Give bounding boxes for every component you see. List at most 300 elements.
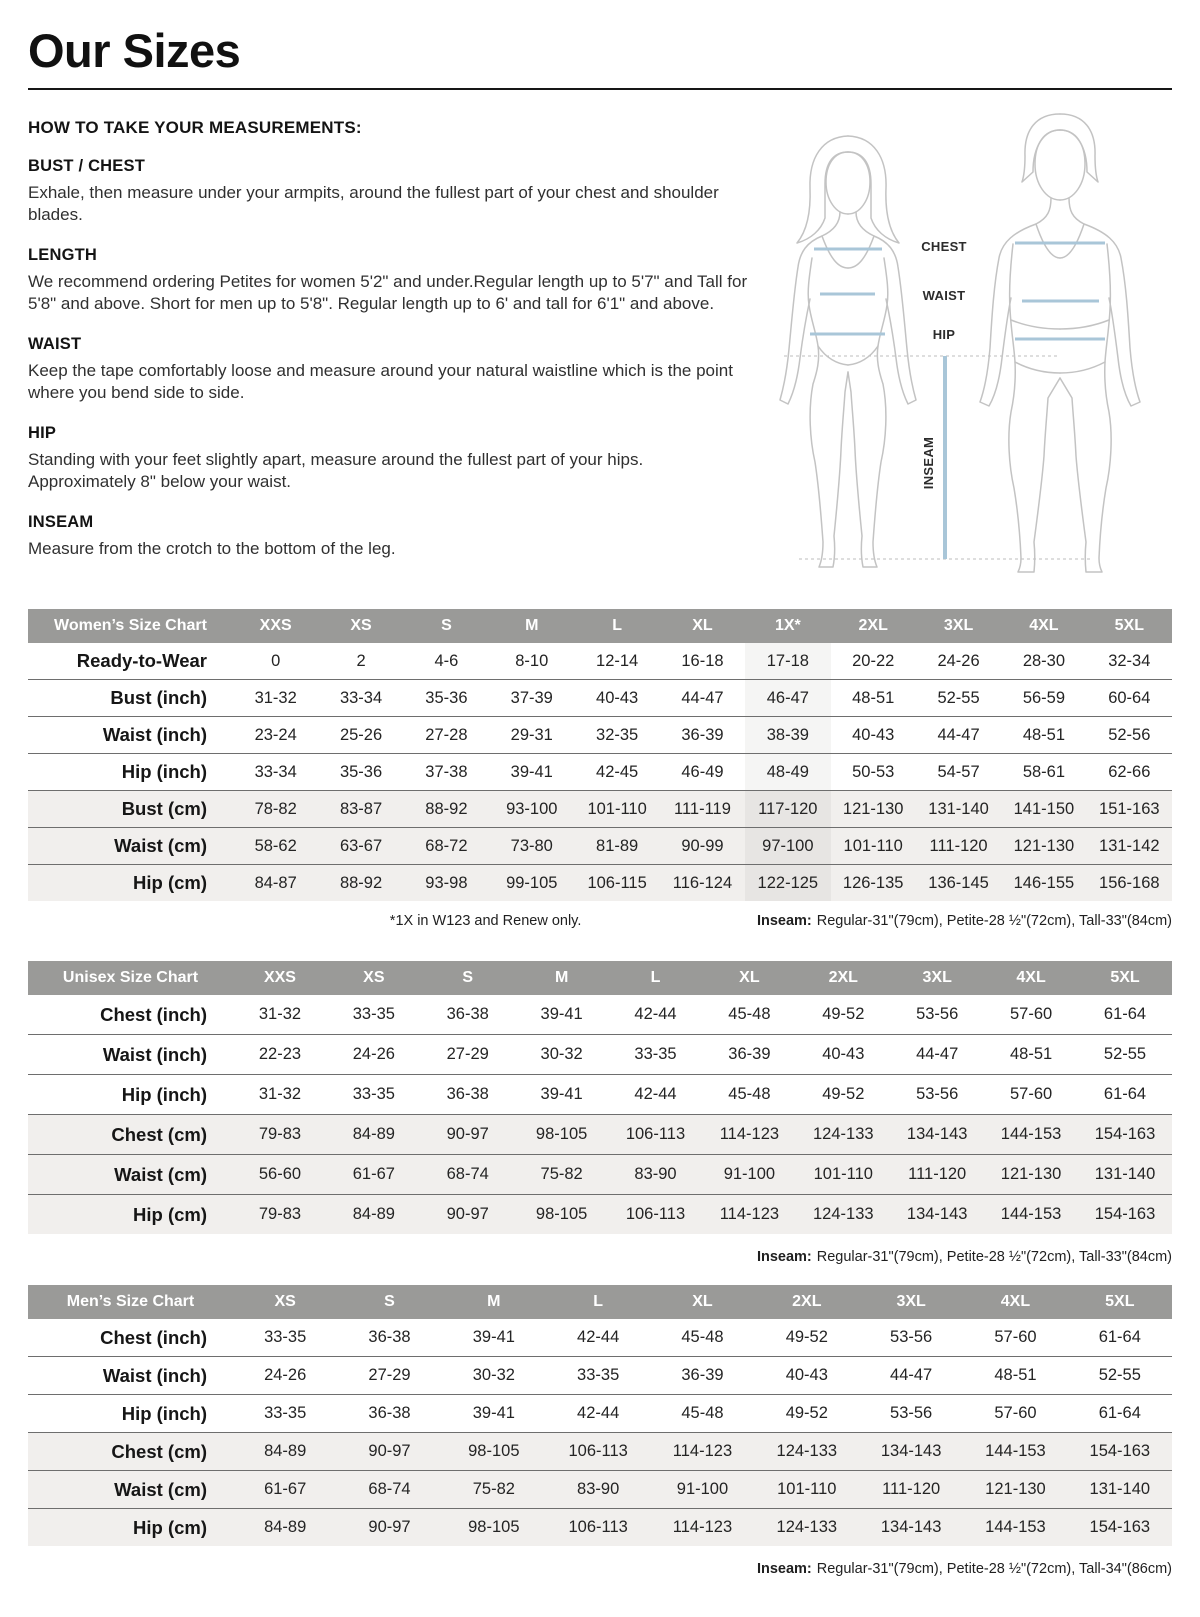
value-cell: 35-36 <box>425 688 468 707</box>
value-cell: 17-18 <box>745 643 830 680</box>
value-cell: 114-123 <box>672 1442 733 1461</box>
value-cell: 91-100 <box>723 1165 776 1184</box>
size-column-header: 4XL <box>984 961 1078 995</box>
value-cell: 42-44 <box>634 1085 677 1104</box>
row-label: Hip (inch) <box>121 761 207 783</box>
value-cell: 156-168 <box>1099 873 1160 892</box>
value-cell: 98-105 <box>468 1442 520 1461</box>
size-column-header: XL <box>650 1285 754 1319</box>
unisex-size-chart-section <box>28 961 1172 1265</box>
value-cell: 27-29 <box>368 1366 411 1385</box>
value-cell: 84-89 <box>352 1125 395 1144</box>
value-cell: 61-67 <box>352 1165 395 1184</box>
row-label: Ready-to-Wear <box>76 650 207 672</box>
value-cell: 134-143 <box>906 1205 968 1224</box>
value-cell: 90-97 <box>446 1205 489 1224</box>
value-cell: 49-52 <box>822 1005 865 1024</box>
value-cell: 114-123 <box>672 1518 733 1537</box>
value-cell: 83-87 <box>339 799 383 818</box>
value-cell: 124-133 <box>813 1205 874 1224</box>
size-column-header: XS <box>318 609 403 643</box>
size-column-header: 5XL <box>1068 1285 1172 1319</box>
value-cell: 79-83 <box>258 1125 302 1144</box>
value-cell: 75-82 <box>540 1165 583 1184</box>
value-cell: 106-115 <box>587 873 647 892</box>
value-cell: 88-92 <box>425 799 468 818</box>
value-cell: 31-32 <box>254 688 297 707</box>
row-label: Chest (cm) <box>111 1440 207 1462</box>
womens-size-chart-section <box>28 609 1172 935</box>
value-cell: 22-23 <box>258 1045 302 1064</box>
mens-size-chart-section <box>28 1285 1172 1577</box>
value-cell: 61-64 <box>1103 1085 1147 1104</box>
value-cell: 53-56 <box>916 1005 959 1024</box>
section-inseam <box>28 513 752 560</box>
page-title: Our Sizes <box>28 24 241 77</box>
size-column-header: 3XL <box>890 961 984 995</box>
value-cell: 23-24 <box>254 725 297 744</box>
section-body: Measure from the crotch to the bottom of the leg. <box>28 538 396 558</box>
section-title: BUST / CHEST <box>28 157 145 176</box>
value-cell: 53-56 <box>890 1404 933 1423</box>
row-label: Hip (inch) <box>121 1083 207 1105</box>
value-cell: 39-41 <box>540 1085 583 1104</box>
value-cell: 126-135 <box>842 873 904 892</box>
value-cell: 33-34 <box>339 688 383 707</box>
size-column-header: S <box>337 1285 441 1319</box>
row-label: Chest (cm) <box>111 1123 207 1145</box>
size-column-header: 5XL <box>1087 609 1172 643</box>
value-cell: 36-38 <box>446 1085 489 1104</box>
value-cell: 154-163 <box>1094 1205 1156 1224</box>
table-header-row <box>28 961 1172 995</box>
value-cell: 27-28 <box>425 725 468 744</box>
size-column-header: M <box>515 961 609 995</box>
value-cell: 44-47 <box>681 688 724 707</box>
size-column-header: XXS <box>233 609 318 643</box>
table-row <box>28 828 1172 865</box>
value-cell: 27-29 <box>446 1045 489 1064</box>
size-column-header: XS <box>327 961 421 995</box>
value-cell: 31-32 <box>258 1085 302 1104</box>
row-label: Waist (cm) <box>114 1478 207 1500</box>
womens-inseam-note <box>757 913 1172 929</box>
value-cell: 117-120 <box>745 791 830 828</box>
value-cell: 33-35 <box>264 1328 307 1347</box>
table-row <box>28 995 1172 1035</box>
value-cell: 49-52 <box>785 1328 828 1347</box>
value-cell: 33-35 <box>352 1005 395 1024</box>
value-cell: 68-74 <box>446 1165 489 1184</box>
howto-heading: HOW TO TAKE YOUR MEASUREMENTS: <box>28 118 362 138</box>
value-cell: 31-32 <box>258 1005 302 1024</box>
inseam-note-label: Inseam: <box>756 1249 812 1266</box>
value-cell: 50-53 <box>852 762 895 781</box>
value-cell: 57-60 <box>994 1404 1037 1423</box>
size-column-header: XL <box>702 961 796 995</box>
value-cell: 46-49 <box>681 762 724 781</box>
table-row <box>28 643 1172 680</box>
value-cell: 42-44 <box>634 1005 677 1024</box>
value-cell: 44-47 <box>937 725 980 744</box>
section-body: Exhale, then measure under your armpits, around the fullest part of your chest and shoulder blades. <box>28 183 719 225</box>
value-cell: 2 <box>356 651 366 670</box>
value-cell: 101-110 <box>777 1480 837 1499</box>
value-cell: 121-130 <box>1000 1165 1062 1184</box>
value-cell: 20-22 <box>852 651 895 670</box>
value-cell: 122-125 <box>745 865 830 902</box>
value-cell: 134-143 <box>880 1442 942 1461</box>
value-cell: 84-89 <box>264 1442 307 1461</box>
table-row <box>28 717 1172 754</box>
value-cell: 29-31 <box>510 725 553 744</box>
value-cell: 134-143 <box>906 1125 968 1144</box>
size-column-header: 4XL <box>963 1285 1067 1319</box>
table-row <box>28 1075 1172 1115</box>
value-cell: 68-72 <box>425 836 468 855</box>
value-cell: 32-34 <box>1108 651 1151 670</box>
mens-size-chart-table <box>28 1285 1172 1546</box>
size-column-header: 5XL <box>1078 961 1172 995</box>
value-cell: 58-62 <box>254 836 297 855</box>
value-cell: 54-57 <box>937 762 980 781</box>
value-cell: 35-36 <box>339 762 383 781</box>
value-cell: 99-105 <box>506 873 558 892</box>
size-column-header: 1X* <box>745 609 830 643</box>
section-body: We recommend ordering Petites for women 5'2" and under.Regular length up to 5'7" and Tall for 5'8" and above. Short for men up to 5'8". Regular length up to 6' and tall for 6'1" and above. <box>28 271 748 314</box>
value-cell: 48-51 <box>994 1366 1037 1385</box>
inseam-note-text: Regular-31"(79cm), Petite-28 ½"(72cm), Tall-33"(84cm) <box>816 1249 1172 1266</box>
measurement-instructions <box>28 116 752 560</box>
table-header-row <box>28 1285 1172 1319</box>
table-row <box>28 1319 1172 1357</box>
inseam-note-text: Regular-31"(79cm), Petite-28 ½"(72cm), Tall-33"(84cm) <box>816 913 1172 930</box>
body-figures-illustration <box>752 106 1172 584</box>
value-cell: 90-97 <box>446 1125 489 1144</box>
table-header-row <box>28 609 1172 643</box>
section-title: INSEAM <box>28 512 94 531</box>
value-cell: 39-41 <box>540 1005 583 1024</box>
size-column-header: M <box>442 1285 546 1319</box>
section-hip <box>28 424 752 494</box>
value-cell: 98-105 <box>535 1125 588 1144</box>
inseam-note-label: Inseam: <box>756 1561 812 1578</box>
value-cell: 106-113 <box>568 1518 628 1537</box>
value-cell: 61-64 <box>1098 1328 1141 1347</box>
size-column-header: 2XL <box>796 961 890 995</box>
size-column-header: L <box>609 961 703 995</box>
value-cell: 49-52 <box>822 1085 865 1104</box>
value-cell: 40-43 <box>785 1366 828 1385</box>
value-cell: 61-64 <box>1103 1005 1147 1024</box>
value-cell: 111-120 <box>882 1480 941 1499</box>
title-divider <box>28 88 1172 90</box>
value-cell: 81-89 <box>596 836 639 855</box>
size-column-header: 4XL <box>1001 609 1086 643</box>
row-label: Waist (cm) <box>114 835 207 857</box>
value-cell: 45-48 <box>728 1005 771 1024</box>
size-column-header: 2XL <box>831 609 916 643</box>
value-cell: 24-26 <box>352 1045 395 1064</box>
value-cell: 131-140 <box>928 799 989 818</box>
inseam-note-text: Regular-31"(79cm), Petite-28 ½"(72cm), Tall-34"(86cm) <box>816 1561 1172 1578</box>
value-cell: 46-47 <box>745 680 830 717</box>
value-cell: 136-145 <box>928 873 989 892</box>
value-cell: 91-100 <box>676 1480 729 1499</box>
value-cell: 146-155 <box>1013 873 1075 892</box>
value-cell: 24-26 <box>937 651 980 670</box>
value-cell: 38-39 <box>745 717 830 754</box>
value-cell: 73-80 <box>510 836 553 855</box>
value-cell: 39-41 <box>510 762 553 781</box>
value-cell: 144-153 <box>1000 1205 1062 1224</box>
size-column-header: 3XL <box>916 609 1001 643</box>
value-cell: 0 <box>271 651 281 670</box>
table-row <box>28 1357 1172 1395</box>
size-column-header: 2XL <box>755 1285 859 1319</box>
row-label: Chest (inch) <box>100 1003 207 1025</box>
value-cell: 12-14 <box>596 651 639 670</box>
value-cell: 151-163 <box>1099 799 1160 818</box>
value-cell: 39-41 <box>472 1328 515 1347</box>
measurements-section <box>28 116 1172 589</box>
value-cell: 44-47 <box>890 1366 933 1385</box>
row-label: Waist (cm) <box>114 1163 207 1185</box>
measurement-diagram <box>752 106 1172 589</box>
row-label: Hip (cm) <box>133 1516 207 1538</box>
hip-label: HIP <box>932 327 956 343</box>
value-cell: 40-43 <box>596 688 639 707</box>
value-cell: 93-100 <box>506 799 558 818</box>
size-column-header: L <box>574 609 659 643</box>
value-cell: 98-105 <box>535 1205 588 1224</box>
value-cell: 36-38 <box>368 1328 411 1347</box>
value-cell: 58-61 <box>1022 762 1066 781</box>
value-cell: 48-51 <box>1009 1045 1053 1064</box>
footnote-1x: *1X in W123 and Renew only. <box>389 913 582 930</box>
section-body: Standing with your feet slightly apart, measure around the fullest part of your hips. Approximately 8" below your waist. <box>28 449 644 492</box>
value-cell: 116-124 <box>672 873 733 892</box>
unisex-inseam-note <box>28 1249 1172 1265</box>
value-cell: 33-34 <box>254 762 297 781</box>
value-cell: 45-48 <box>681 1404 724 1423</box>
size-column-header: XL <box>660 609 745 643</box>
value-cell: 121-130 <box>842 799 904 818</box>
value-cell: 32-35 <box>596 725 639 744</box>
table-row <box>28 754 1172 791</box>
value-cell: 63-67 <box>339 836 383 855</box>
table-row <box>28 1471 1172 1509</box>
value-cell: 101-110 <box>843 836 903 855</box>
section-waist <box>28 335 752 405</box>
section-bust-chest <box>28 157 752 227</box>
value-cell: 106-113 <box>625 1205 686 1224</box>
value-cell: 124-133 <box>776 1518 838 1537</box>
female-figure <box>780 136 916 567</box>
table-row <box>28 791 1172 828</box>
value-cell: 131-140 <box>1089 1480 1151 1499</box>
value-cell: 131-140 <box>1094 1165 1156 1184</box>
table-title: Women’s Size Chart <box>28 609 233 643</box>
value-cell: 36-39 <box>681 725 724 744</box>
section-title: HIP <box>28 423 57 442</box>
value-cell: 52-55 <box>937 688 980 707</box>
size-column-header: S <box>421 961 515 995</box>
value-cell: 88-92 <box>339 873 383 892</box>
table-row <box>28 1395 1172 1433</box>
value-cell: 48-51 <box>852 688 895 707</box>
section-title: LENGTH <box>28 245 98 264</box>
value-cell: 61-67 <box>264 1480 307 1499</box>
value-cell: 36-39 <box>681 1366 724 1385</box>
value-cell: 144-153 <box>985 1518 1046 1537</box>
value-cell: 33-35 <box>264 1404 307 1423</box>
value-cell: 111-119 <box>674 799 731 818</box>
mens-inseam-note <box>28 1561 1172 1577</box>
value-cell: 57-60 <box>994 1328 1037 1347</box>
value-cell: 79-83 <box>258 1205 302 1224</box>
value-cell: 61-64 <box>1098 1404 1141 1423</box>
table-row <box>28 1433 1172 1471</box>
value-cell: 124-133 <box>813 1125 874 1144</box>
value-cell: 106-113 <box>568 1442 628 1461</box>
waist-label: WAIST <box>922 288 966 304</box>
value-cell: 36-38 <box>368 1404 411 1423</box>
size-column-header: 3XL <box>859 1285 963 1319</box>
inseam-note-label: Inseam: <box>756 913 812 930</box>
unisex-size-chart-table <box>28 961 1172 1234</box>
male-figure <box>980 114 1140 572</box>
row-label: Waist (inch) <box>102 1364 207 1386</box>
value-cell: 141-150 <box>1013 799 1075 818</box>
table-row <box>28 865 1172 902</box>
table-title: Unisex Size Chart <box>28 961 233 995</box>
value-cell: 52-55 <box>1103 1045 1147 1064</box>
value-cell: 121-130 <box>1013 836 1075 855</box>
value-cell: 131-142 <box>1099 836 1160 855</box>
section-length <box>28 246 752 316</box>
value-cell: 45-48 <box>681 1328 724 1347</box>
section-title: WAIST <box>28 334 82 353</box>
value-cell: 30-32 <box>472 1366 515 1385</box>
value-cell: 48-49 <box>745 754 830 791</box>
value-cell: 111-120 <box>929 836 988 855</box>
table-row <box>28 1115 1172 1155</box>
value-cell: 44-47 <box>916 1045 959 1064</box>
row-label: Hip (cm) <box>133 1203 207 1225</box>
value-cell: 57-60 <box>1009 1085 1053 1104</box>
value-cell: 62-66 <box>1108 762 1151 781</box>
row-label: Waist (inch) <box>102 1043 207 1065</box>
value-cell: 84-87 <box>254 873 297 892</box>
value-cell: 154-163 <box>1089 1442 1151 1461</box>
value-cell: 84-89 <box>264 1518 307 1537</box>
row-label: Waist (inch) <box>102 724 207 746</box>
row-label: Bust (cm) <box>121 798 207 820</box>
value-cell: 83-90 <box>577 1480 620 1499</box>
value-cell: 28-30 <box>1022 651 1066 670</box>
value-cell: 33-35 <box>634 1045 677 1064</box>
row-label: Bust (inch) <box>110 687 207 709</box>
value-cell: 39-41 <box>472 1404 515 1423</box>
row-label: Chest (inch) <box>100 1326 207 1348</box>
value-cell: 53-56 <box>890 1328 933 1347</box>
value-cell: 48-51 <box>1022 725 1066 744</box>
value-cell: 154-163 <box>1089 1518 1151 1537</box>
value-cell: 90-99 <box>681 836 724 855</box>
value-cell: 40-43 <box>852 725 895 744</box>
value-cell: 24-26 <box>264 1366 307 1385</box>
table-row <box>28 1509 1172 1547</box>
value-cell: 60-64 <box>1108 688 1151 707</box>
value-cell: 49-52 <box>785 1404 828 1423</box>
value-cell: 36-38 <box>446 1005 489 1024</box>
value-cell: 114-123 <box>719 1205 780 1224</box>
value-cell: 78-82 <box>254 799 297 818</box>
value-cell: 134-143 <box>880 1518 942 1537</box>
value-cell: 98-105 <box>468 1518 520 1537</box>
chest-label: CHEST <box>921 239 967 255</box>
value-cell: 75-82 <box>472 1480 515 1499</box>
table-title: Men’s Size Chart <box>28 1285 233 1319</box>
table-row <box>28 680 1172 717</box>
value-cell: 101-110 <box>587 799 647 818</box>
value-cell: 154-163 <box>1094 1125 1156 1144</box>
value-cell: 33-35 <box>352 1085 395 1104</box>
value-cell: 57-60 <box>1009 1005 1053 1024</box>
value-cell: 42-44 <box>577 1404 620 1423</box>
value-cell: 42-44 <box>577 1328 620 1347</box>
value-cell: 8-10 <box>515 651 549 670</box>
value-cell: 30-32 <box>540 1045 583 1064</box>
size-column-header: M <box>489 609 574 643</box>
value-cell: 90-97 <box>368 1518 411 1537</box>
value-cell: 56-60 <box>258 1165 302 1184</box>
womens-size-chart-table <box>28 609 1172 901</box>
value-cell: 53-56 <box>916 1085 959 1104</box>
value-cell: 83-90 <box>634 1165 677 1184</box>
value-cell: 45-48 <box>728 1085 771 1104</box>
value-cell: 4-6 <box>434 651 459 670</box>
value-cell: 114-123 <box>719 1125 780 1144</box>
value-cell: 40-43 <box>822 1045 865 1064</box>
value-cell: 111-120 <box>908 1165 967 1184</box>
value-cell: 90-97 <box>368 1442 411 1461</box>
row-label: Hip (inch) <box>121 1402 207 1424</box>
value-cell: 144-153 <box>1000 1125 1062 1144</box>
value-cell: 101-110 <box>813 1165 873 1184</box>
value-cell: 121-130 <box>985 1480 1046 1499</box>
value-cell: 124-133 <box>776 1442 838 1461</box>
value-cell: 93-98 <box>425 873 468 892</box>
size-column-header: L <box>546 1285 650 1319</box>
womens-chart-notes <box>28 913 1172 935</box>
size-column-header: XS <box>233 1285 337 1319</box>
value-cell: 42-45 <box>596 762 639 781</box>
value-cell: 52-55 <box>1098 1366 1141 1385</box>
value-cell: 37-39 <box>510 688 553 707</box>
value-cell: 84-89 <box>352 1205 395 1224</box>
value-cell: 106-113 <box>625 1125 686 1144</box>
row-label: Hip (cm) <box>133 872 207 894</box>
value-cell: 36-39 <box>728 1045 771 1064</box>
value-cell: 37-38 <box>425 762 468 781</box>
value-cell: 52-56 <box>1108 725 1151 744</box>
inseam-label: INSEAM <box>921 436 936 490</box>
section-body: Keep the tape comfortably loose and measure around your natural waistline which is the point where you bend side to side. <box>28 360 733 403</box>
size-column-header: XXS <box>233 961 327 995</box>
value-cell: 56-59 <box>1022 688 1066 707</box>
